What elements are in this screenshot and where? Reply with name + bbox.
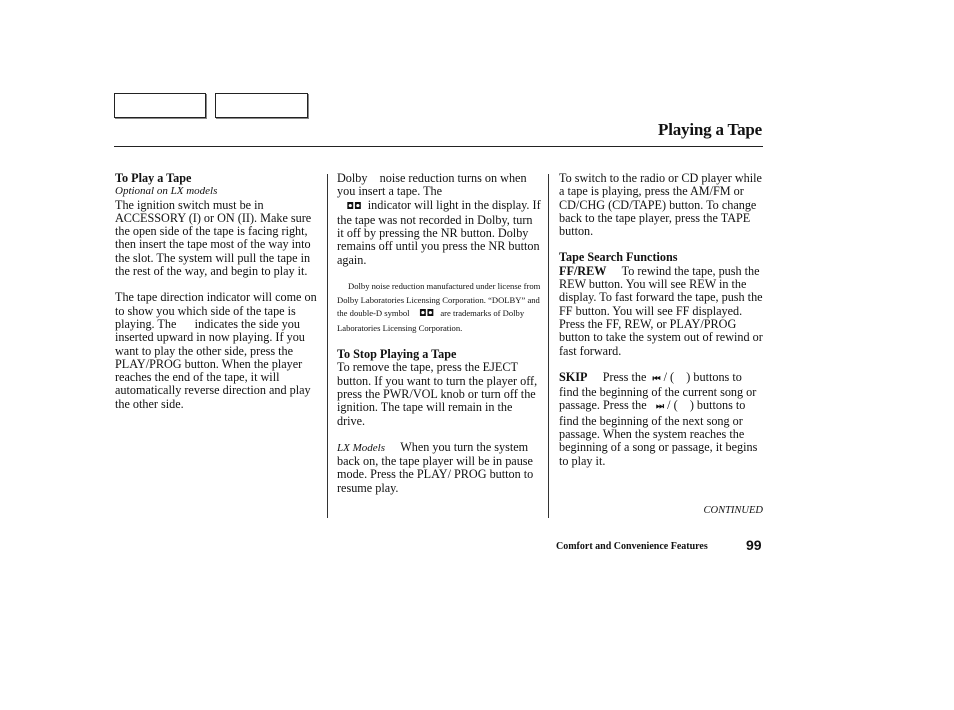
skip-forward-icon: ⏭ [649, 402, 665, 413]
dolby-fine-a: Dolby noise reduction manufactured under license from Dolby Laboratories Licensing Corporation. “DOLBY” and the double-D symbol [337, 281, 541, 319]
skip-back-icon: ⏮ [652, 373, 661, 384]
lx-models-label: LX Models [337, 441, 385, 454]
footer-section-title: Comfort and Convenience Features [556, 541, 708, 552]
continued-label: CONTINUED [703, 505, 763, 516]
page-number: 99 [746, 537, 762, 553]
switch-source-para: To switch to the radio or CD player while a tape is playing, press the AM/FM or CD/CHG (CD/TAPE) button. To change back to the tape player, press the TAPE button. [559, 171, 762, 239]
ff-rew-label: FF/REW [559, 263, 607, 278]
dolby-fine-print [337, 280, 542, 335]
title-rule [114, 146, 763, 147]
play-tape-para-1: The ignition switch must be in ACCESSORY (I) or ON (II). Make sure the open side of the tape is facing right, then insert the tape most of the way into the slot. The system will pull the tape in the rest of the way, and begin to play it. [115, 197, 312, 279]
skip-text-d: / ( ) buttons to find the beginning of the next song or passage. When the system reaches the beginning of a song or passage, it begins to play it. [559, 398, 761, 468]
column-3 [559, 172, 764, 468]
stop-tape-para: To remove the tape, press the EJECT button. If you want to turn the player off, press the PWR/VOL knob or turn off the ignition. The tape will remain in the drive. [337, 360, 538, 428]
play-tape-heading: To Play a Tape [115, 171, 192, 185]
column-2 [337, 172, 542, 495]
page-title: Playing a Tape [658, 120, 762, 139]
column-divider-2 [548, 174, 549, 518]
dolby-para-b-wrap [337, 199, 542, 267]
skip-text-a: Press the [602, 369, 647, 384]
optional-note: Optional on LX models [115, 185, 218, 198]
stop-tape-heading: To Stop Playing a Tape [337, 347, 457, 362]
dolby-para-a: Dolby noise reduction turns on when you insert a tape. The [337, 171, 530, 199]
skip-label: SKIP [559, 369, 588, 384]
column-1 [115, 172, 320, 411]
tape-search-heading: Tape Search Functions [559, 250, 678, 265]
dolby-para-b: indicator will light in the display. If the tape was not recorded in Dolby, turn it off by pressing the NR button. Dolby remains off until you press the NR button again. [337, 197, 541, 267]
lx-models-para: When you turn the system back on, the tape player will be in pause mode. Press the PLAY/ PROG button to resume play. [337, 439, 534, 495]
dolby-double-d-icon: ◘◘ [337, 201, 368, 212]
ff-rew-text: To rewind the tape, push the REW button. You will see REW in the display. To fast forward the tape, push the FF button. You will see FF displayed. Press the FF, REW, or PLAY/PROG button to take the system out of rewind or fast forward. [559, 263, 763, 358]
dolby-double-d-icon: ◘◘ [409, 309, 441, 320]
tab-box-left [114, 93, 206, 118]
skip-text-b: / ( ) [663, 369, 691, 384]
tab-box-right [215, 93, 308, 118]
play-tape-para-2: The tape direction indicator will come on to show you which side of the tape is playing. The indicates the side you inserted upward in now playing. If you want to play the other side, press the PLAY/PROG button. When the player reaches the end of the tape, it will automatically reverse direction and play the other side. [115, 290, 320, 411]
dolby-fine-b: are trademarks of Dolby Laboratories Licensing Corporation. [337, 308, 525, 333]
skip-text-c: buttons to find the beginning of the current song or passage. Press the [559, 369, 757, 413]
column-divider-1 [327, 174, 328, 518]
